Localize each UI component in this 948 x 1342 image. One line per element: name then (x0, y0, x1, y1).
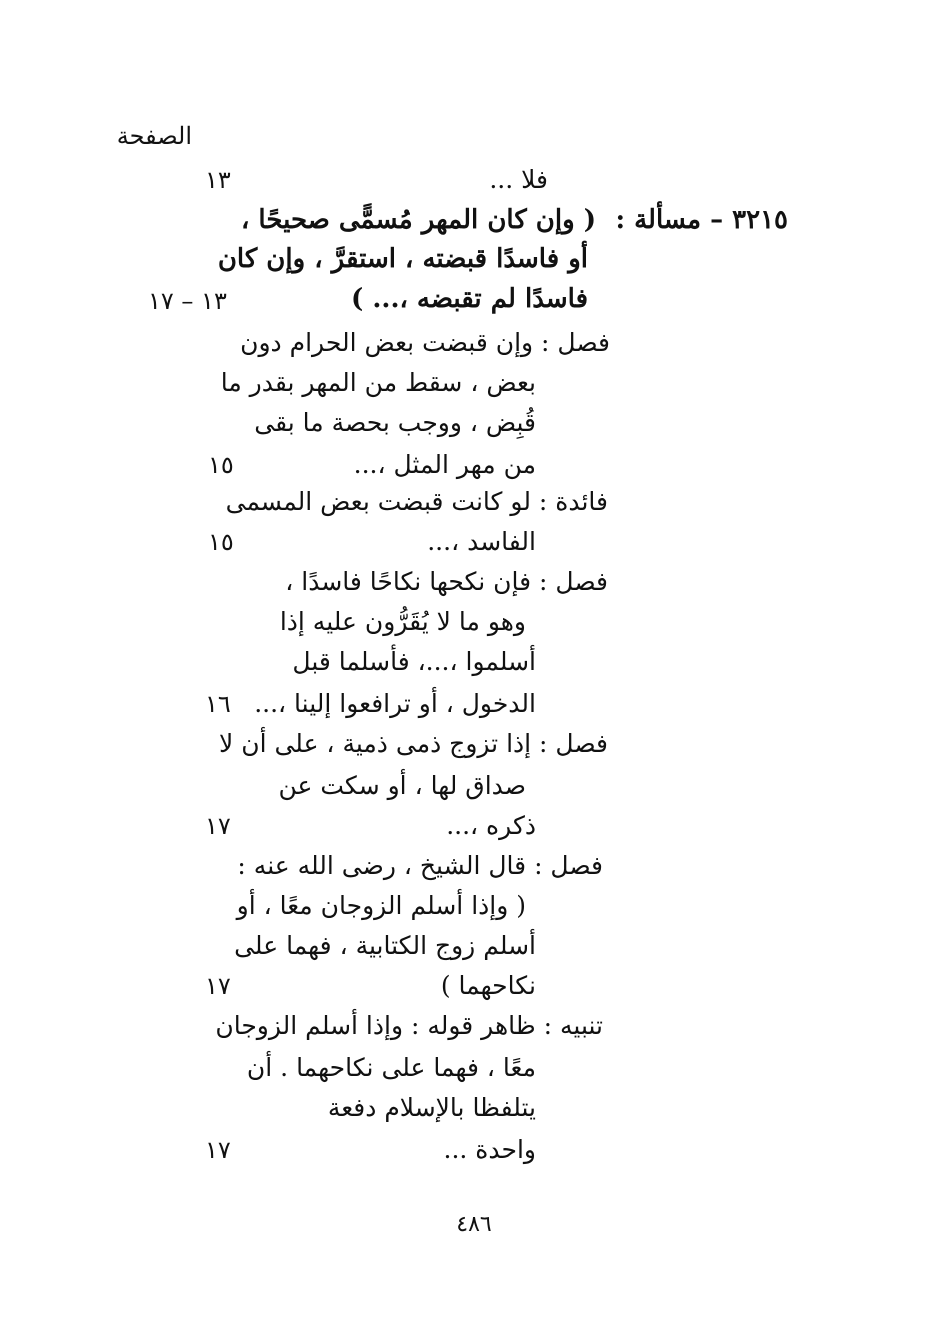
entry-page-ref: ١٣ (205, 166, 231, 194)
entry-page-ref: ١٧ (205, 972, 231, 1000)
entry-page-ref: ١٣ – ١٧ (148, 287, 227, 315)
entry-page-ref: ١٥ (208, 451, 234, 479)
entry-line: فصل : فإن نكحها نكاحًا فاسدًا ، (285, 567, 608, 596)
entry-line: وهو ما لا يُقَرُّون عليه إذا (279, 607, 526, 636)
page-column-header: الصفحة (116, 122, 192, 150)
entry-line: أسلم زوج الكتابية ، فهما على (234, 931, 536, 960)
entry-line: نكاحهما ) (440, 971, 536, 1000)
entry-line: فصل : قال الشيخ ، رضى الله عنه : (237, 851, 603, 880)
masala-number: ٣٢١٥ – مسألة : (615, 205, 788, 235)
page-number: ٤٨٦ (456, 1212, 492, 1237)
entry-line: يتلفظا بالإسلام دفعة (327, 1093, 536, 1122)
entry-line: واحدة ... (443, 1135, 536, 1164)
entry-line: قُبِض ، ووجب بحصة ما بقى (254, 408, 536, 437)
entry-line: ( وإن كان المهر مُسمًّى صحيحًا ، (240, 205, 596, 235)
entry-line: الفاسد ،... (427, 527, 536, 556)
entry-line: ( وإذا أسلم الزوجان معًا ، أو (236, 891, 526, 920)
entry-line: ذكره ،... (446, 811, 536, 840)
entry-line: فصل : وإن قبضت بعض الحرام دون (240, 328, 610, 357)
entry-line: الدخول ، أو ترافعوا إلينا ،... (254, 689, 536, 718)
entry-page-ref: ١٥ (208, 528, 234, 556)
entry-line: تنبيه : ظاهر قوله : وإذا أسلم الزوجان (215, 1011, 603, 1040)
entry-line: فصل : إذا تزوج ذمى ذمية ، على أن لا (219, 729, 608, 758)
entry-line: فائدة : لو كانت قبضت بعض المسمى (225, 487, 608, 516)
entry-page-ref: ١٧ (205, 812, 231, 840)
entry-line: صداق لها ، أو سكت عن (278, 771, 526, 800)
entry-line: بعض ، سقط من المهر بقدر ما (220, 368, 536, 397)
entry-line: فاسدًا لم تقبضه ،... ) (350, 284, 588, 314)
entry-line: من مهر المثل ،... (353, 450, 536, 479)
entry-line: فلا ... (489, 165, 548, 194)
entry-line: أسلموا ،...، فأسلما قبل (292, 647, 536, 676)
entry-page-ref: ١٧ (205, 1136, 231, 1164)
entry-page-ref: ١٦ (205, 690, 231, 718)
entry-line: أو فاسدًا قبضته ، استقرَّ ، وإن كان (217, 244, 588, 274)
entry-line: معًا ، فهما على نكاحهما . أن (246, 1053, 536, 1082)
